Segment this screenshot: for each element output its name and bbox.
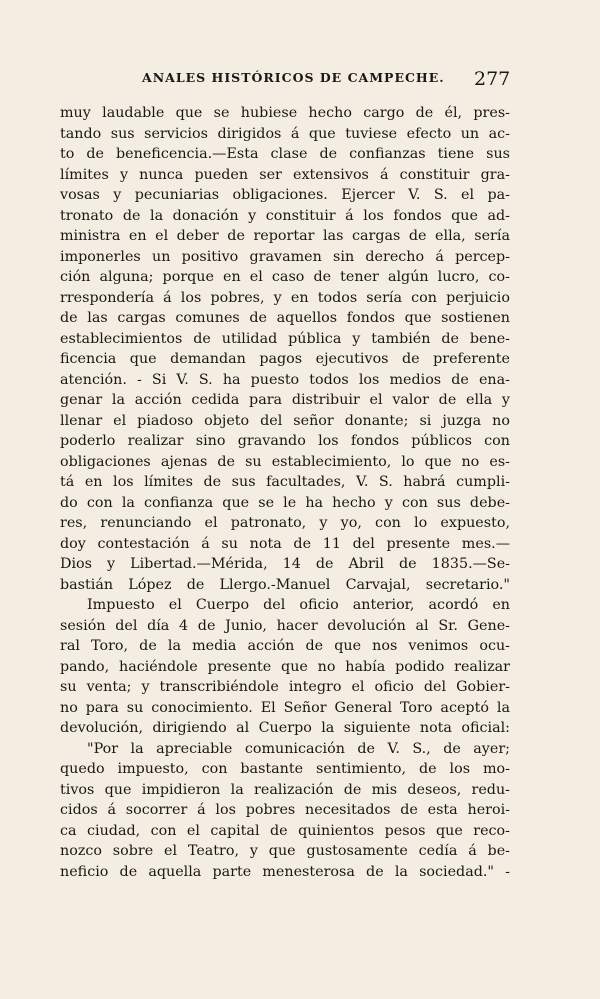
text-line: doy contestación á su nota de 11 del presente mes.— xyxy=(60,535,510,552)
text-line: neficio de aquella parte menesterosa de la sociedad." - xyxy=(60,863,510,880)
text-line: llenar el piadoso objeto del señor donante; si juzga no xyxy=(60,412,510,429)
body-text xyxy=(60,103,510,882)
text-line: límites y nunca pueden ser extensivos á constituir gra- xyxy=(60,166,510,183)
text-line: tando sus servicios dirigidos á que tuviese efecto un ac- xyxy=(60,125,510,142)
page-number: 277 xyxy=(474,68,511,90)
text-line: atención. - Si V. S. ha puesto todos los medios de ena- xyxy=(60,371,510,388)
text-line: obligaciones ajenas de su establecimiento, lo que no es- xyxy=(60,453,510,470)
text-line: imponerles un positivo gravamen sin derecho á percep- xyxy=(60,248,510,265)
text-line: no para su conocimiento. El Señor General Toro aceptó la xyxy=(60,699,510,716)
text-line: tivos que impidieron la realización de mis deseos, redu- xyxy=(60,781,510,798)
text-line: establecimientos de utilidad pública y también de bene- xyxy=(60,330,510,347)
text-line: to de beneficencia.—Esta clase de confianzas tiene sus xyxy=(60,146,510,162)
text-line: do con la confianza que se le ha hecho y con sus debe- xyxy=(60,494,510,511)
paragraph-start-line: "Por la apreciable comunicación de V. S., de ayer; xyxy=(87,740,510,757)
text-line: poderlo realizar sino gravando los fondos públicos con xyxy=(60,433,510,449)
text-line: res, renunciando el patronato, y yo, con lo expuesto, xyxy=(60,515,510,531)
text-line: bastián López de Llergo.-Manuel Carvajal, secretario." xyxy=(60,576,510,593)
text-line: quedo impuesto, con bastante sentimiento, de los mo- xyxy=(60,761,510,777)
text-line: pando, haciéndole presente que no había podido realizar xyxy=(60,658,510,675)
text-line: vosas y pecuniarias obligaciones. Ejercer V. S. el pa- xyxy=(60,187,510,203)
text-line: de las cargas comunes de aquellos fondos que sostienen xyxy=(60,310,510,326)
text-line: tá en los límites de sus facultades, V. S. habrá cumpli- xyxy=(60,474,510,490)
text-line: Dios y Libertad.—Mérida, 14 de Abril de 1835.—Se- xyxy=(60,556,510,572)
text-line: sesión del día 4 de Junio, hacer devolución al Sr. Gene- xyxy=(60,617,510,634)
text-line: ministra en el deber de reportar las cargas de ella, sería xyxy=(60,228,510,244)
text-line: rrespondería á los pobres, y en todos sería con perjuicio xyxy=(60,289,510,306)
text-line: genar la acción cedida para distribuir el valor de ella y xyxy=(60,392,510,408)
text-line: tronato de la donación y constituir á los fondos que ad- xyxy=(60,207,510,224)
text-line: ca ciudad, con el capital de quinientos pesos que reco- xyxy=(60,822,510,839)
text-line: muy laudable que se hubiese hecho cargo de él, pres- xyxy=(60,105,510,121)
text-line: nozco sobre el Teatro, y que gustosamente cedía á be- xyxy=(60,843,510,859)
text-line: cidos á socorrer á los pobres necesitados de esta heroi- xyxy=(60,802,510,818)
text-line: devolución, dirigiendo al Cuerpo la siguiente nota oficial: xyxy=(60,720,510,736)
paragraph-start-line: Impuesto el Cuerpo del oficio anterior, acordó en xyxy=(87,597,510,613)
text-line: su venta; y transcribiéndole integro el oficio del Gobier- xyxy=(60,679,510,695)
running-header: ANALES HISTÓRICOS DE CAMPECHE. xyxy=(142,70,445,85)
text-line: ción alguna; porque en el caso de tener algún lucro, co- xyxy=(60,269,510,285)
text-line: ral Toro, de la media acción de que nos venimos ocu- xyxy=(60,638,510,654)
text-line: ficencia que demandan pagos ejecutivos de preferente xyxy=(60,351,510,367)
